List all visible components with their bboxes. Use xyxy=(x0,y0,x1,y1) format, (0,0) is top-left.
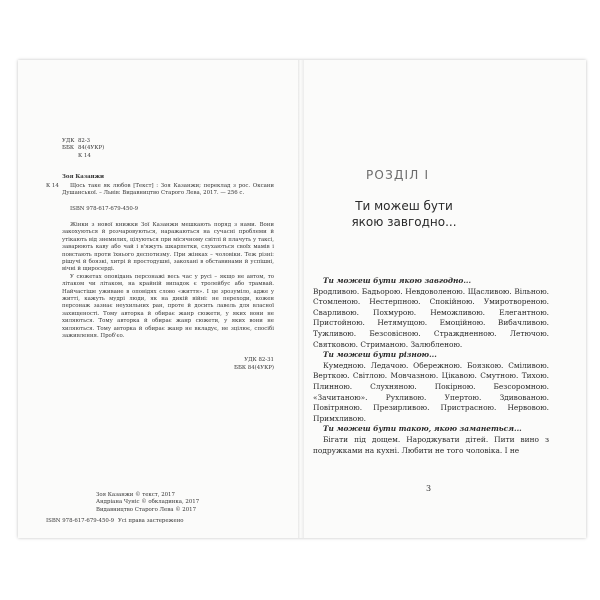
bbk-line: ББК 84(4УКР) xyxy=(62,145,105,152)
body-paragraph: Бігати під дощем. Народжувати дітей. Пити вино з подружками на кухні. Любити не того чоловіка. І не xyxy=(313,434,549,455)
italic-subheading: Ти можеш бути різною... xyxy=(323,350,437,360)
chapter-title-line: Ти можеш бути xyxy=(355,199,453,213)
chapter-body xyxy=(313,276,549,456)
author-name: Зоя Казанжи xyxy=(62,174,105,180)
udk-bottom: УДК 82-31 xyxy=(244,357,274,363)
page-number: 3 xyxy=(426,484,432,493)
copyright-block xyxy=(96,492,199,514)
copyright-line: Андріана Чуніс © обкладинка, 2017 xyxy=(96,499,200,506)
chapter-title xyxy=(330,198,478,230)
chapter-title-line: якою завгодно... xyxy=(351,215,457,229)
copyright-line: Зоя Казанжи © текст, 2017 xyxy=(96,492,175,498)
annotation xyxy=(62,222,274,341)
isbn-bottom: ISBN 978-617-679-450-9 xyxy=(46,518,115,524)
index-mark: К 14 xyxy=(46,183,59,189)
rights-notice: Усі права застережено xyxy=(118,518,184,524)
copyright-line: Видавництво Старого Лева © 2017 xyxy=(96,506,197,513)
index-line: К 14 xyxy=(78,152,91,159)
annotation-paragraph: Жінки з нової книжки Зої Казанжи мешкають поряд з нами. Вони закохуються й розчаровуються, наражаються на сучасні проблеми й утікають від знемилих, цілуються при місячному світлі й плачуть у таксі, заварюють каву або чай і в'яжуть шкарпетки, слухаються своїх мамів і повстають проти їхнього деспотизму. При жінках – чоловіки. Теж різні: рішучі й боязкі, хитрі й простодушні, закохані в обставинами й успішні, вічні й щиросерді. xyxy=(62,222,274,273)
bbk-bottom: ББК 84(4УКР) xyxy=(234,365,274,371)
body-paragraph: Вродливою. Бадьорою. Невдоволеною. Щасливою. Вільною. Стомленою. Нестерпною. Спокійною. Умиротвореною. Сварливою. Похмурою. Неможливою. Елегантною. Пристойною. Нетямущою. Емоційною. Вибачливою. Тужливою. Безсовісною. Страждненною. Летючою. Святковою. Стриманою. Залюбленою. xyxy=(313,286,549,349)
isbn-top: ISBN 978-617-679-450-9 xyxy=(70,206,139,212)
udk-block xyxy=(62,138,104,160)
udk-line: УДК 82-3 xyxy=(62,138,91,144)
italic-subheading: Ти можеш бути такою, якою заманеться... xyxy=(323,424,522,434)
book-gutter xyxy=(298,60,304,538)
chapter-heading: РОЗДІЛ І xyxy=(366,168,430,182)
body-paragraph: Кумедною. Ледачою. Обережною. Боязкою. Сміливою. Верткою. Світлою. Мовчазною. Цікавою. Смутною. Тихою. Плинною. Слухняною. Покірною. Безсоромною. «Зачитаною». Рухливою. Упертою. Здивованою. Повітряною. Презирливою. Пристрасною. Нервовою. Примхливою. xyxy=(313,360,549,423)
bibliographic-description: Щось таке як любов [Текст] : Зоя Казанжи; переклад з рос. Оксани Душанської. – Львів: Видавництво Старого Лева, 2017. — 256 с. xyxy=(62,183,274,197)
italic-subheading: Ти можеш бути якою завгодно... xyxy=(323,276,472,285)
annotation-paragraph: У сюжетах оповідань персонажі весь час у русі – якщо не автом, то літаком чи літаком, на крайній випадок є тролейбус або трамвай. Найчастіше уживане в оповідях слово «життя». І це зрозуміло, адже у житті, кажуть мудрі люди, як на дикій війні: не переходи, кожен персонаж зазнає неухильних ран, проте й досить лавель для власної захищеності. Тому авторка й обирає жанр сюжети, у яких вони не хиляються. Тому авторка й обирає жанр сюжети, у яких вони не хиляються. Тому авторка й обирає жанр не вкладує, не зцілює, спосібі заживлення. Проб'єо. xyxy=(62,273,274,340)
